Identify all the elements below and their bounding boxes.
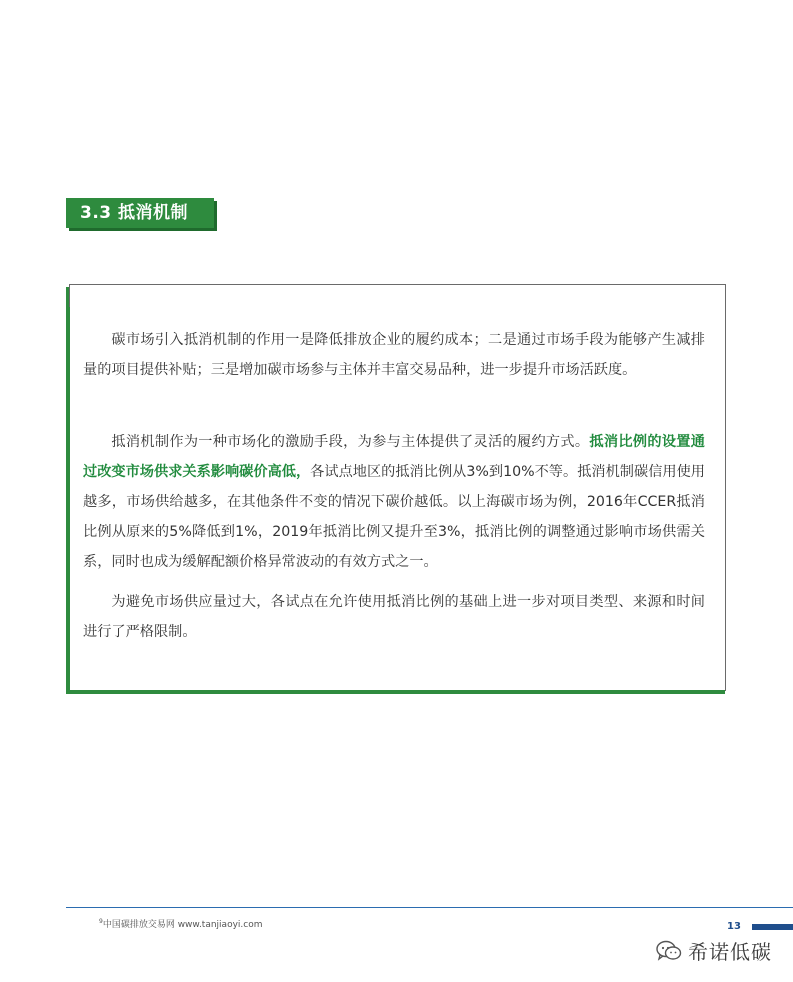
paragraph-2 xyxy=(83,427,705,577)
footnote-text: 中国碳排放交易网 www.tanjiaoyi.com xyxy=(102,920,263,930)
paragraph-2-highlight: 抵消比例的设置通过改变市场供求关系影响碳价高低， xyxy=(83,434,705,480)
footnote-marker: 9 xyxy=(99,918,103,925)
paragraph-2-intro: 抵消机制作为一种市场化的激励手段，为参与主体提供了灵活的履约方式。 xyxy=(111,434,590,450)
box-accent-bottom xyxy=(66,690,725,694)
paragraph-2-rest: 各试点地区的抵消比例从3%到10%不等。抵消机制碳信用使用越多，市场供给越多，在其他条件不变的情况下碳价越低。以上海碳市场为例，2016年CCER抵消比例从原来的5%降低到1%，2019年抵消比例又提升至3%，抵消比例的调整通过影响市场供需关系，同时也成为缓解配额价格异常波动的有效方式之一。 xyxy=(83,464,705,570)
section-heading: 3.3 抵消机制 xyxy=(66,198,214,228)
paragraph-1: 碳市场引入抵消机制的作用一是降低排放企业的履约成本；二是通过市场手段为能够产生减排量的项目提供补贴；三是增加碳市场参与主体并丰富交易品种，进一步提升市场活跃度。 xyxy=(83,332,705,378)
footer-divider xyxy=(66,907,793,908)
wechat-icon xyxy=(656,940,682,962)
page-number-bar xyxy=(752,924,793,930)
content-box xyxy=(69,284,726,691)
box-accent-left xyxy=(66,307,70,694)
paragraph-3: 为避免市场供应量过大，各试点在允许使用抵消比例的基础上进一步对项目类型、来源和时间进行了严格限制。 xyxy=(83,594,705,640)
page-number: 13 xyxy=(727,921,741,932)
footnote xyxy=(99,917,263,930)
watermark xyxy=(656,936,772,965)
watermark-text: 希诺低碳 xyxy=(688,940,772,964)
